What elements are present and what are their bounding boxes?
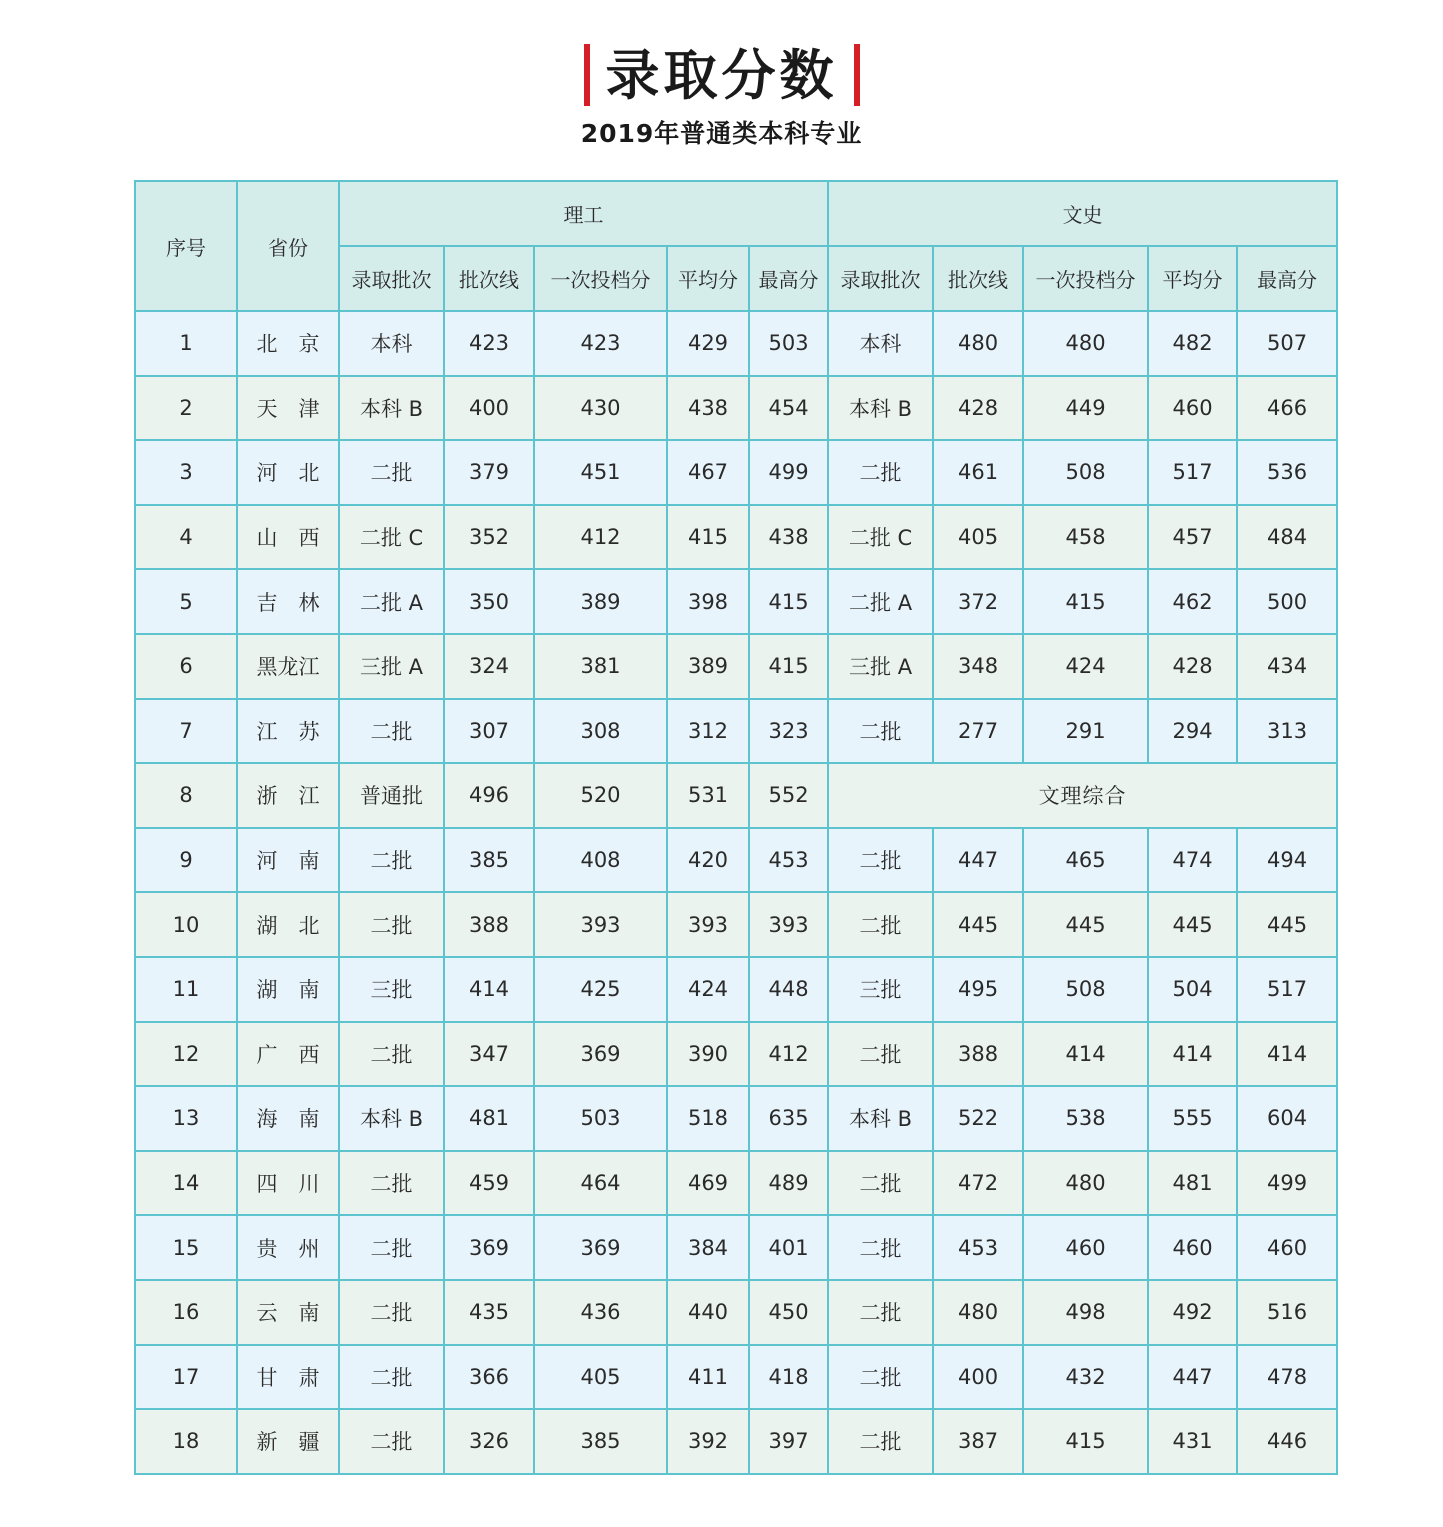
cell-sci-average: 390 — [667, 1022, 749, 1087]
cell-arts-max: 516 — [1237, 1280, 1337, 1345]
cell-index: 4 — [135, 505, 237, 570]
cell-arts-batch-line: 461 — [933, 440, 1023, 505]
cell-sci-first-score: 385 — [534, 1409, 667, 1474]
cell-arts-batch: 二批 — [828, 1345, 933, 1410]
cell-sci-batch-line: 459 — [444, 1151, 534, 1216]
cell-sci-batch-line: 347 — [444, 1022, 534, 1087]
cell-arts-first-score: 458 — [1023, 505, 1148, 570]
cell-sci-max: 489 — [749, 1151, 828, 1216]
cell-arts-average: 555 — [1148, 1086, 1237, 1151]
header-sci-batch-line: 批次线 — [444, 246, 534, 311]
table-row — [135, 699, 1337, 764]
title-row — [584, 40, 860, 110]
cell-sci-first-score: 436 — [534, 1280, 667, 1345]
cell-sci-average: 440 — [667, 1280, 749, 1345]
cell-province: 浙 江 — [237, 763, 339, 828]
cell-sci-max: 438 — [749, 505, 828, 570]
cell-sci-first-score: 308 — [534, 699, 667, 764]
cell-arts-batch: 本科 — [828, 311, 933, 376]
header-sci-average: 平均分 — [667, 246, 749, 311]
cell-arts-average: 481 — [1148, 1151, 1237, 1216]
cell-arts-average: 460 — [1148, 1215, 1237, 1280]
cell-arts-max: 445 — [1237, 892, 1337, 957]
cell-index: 14 — [135, 1151, 237, 1216]
cell-arts-batch-line: 480 — [933, 311, 1023, 376]
table-row — [135, 1215, 1337, 1280]
cell-sci-batch-line: 385 — [444, 828, 534, 893]
cell-arts-max: 446 — [1237, 1409, 1337, 1474]
cell-arts-average: 460 — [1148, 376, 1237, 441]
cell-arts-first-score: 291 — [1023, 699, 1148, 764]
cell-arts-average: 414 — [1148, 1022, 1237, 1087]
cell-arts-first-score: 460 — [1023, 1215, 1148, 1280]
cell-arts-batch: 二批 — [828, 440, 933, 505]
header-row-group — [135, 181, 1337, 246]
cell-sci-batch: 二批 C — [339, 505, 444, 570]
cell-sci-batch: 二批 — [339, 699, 444, 764]
cell-sci-average: 518 — [667, 1086, 749, 1151]
cell-province: 江 苏 — [237, 699, 339, 764]
cell-sci-average: 389 — [667, 634, 749, 699]
cell-arts-max: 517 — [1237, 957, 1337, 1022]
cell-sci-average: 392 — [667, 1409, 749, 1474]
cell-sci-average: 438 — [667, 376, 749, 441]
cell-province: 甘 肃 — [237, 1345, 339, 1410]
cell-sci-batch: 二批 — [339, 1345, 444, 1410]
cell-arts-batch-line: 453 — [933, 1215, 1023, 1280]
cell-sci-batch-line: 379 — [444, 440, 534, 505]
cell-sci-batch-line: 350 — [444, 569, 534, 634]
cell-sci-batch-line: 366 — [444, 1345, 534, 1410]
cell-province: 河 北 — [237, 440, 339, 505]
cell-arts-batch: 本科 B — [828, 1086, 933, 1151]
cell-arts-max: 494 — [1237, 828, 1337, 893]
cell-sci-batch-line: 326 — [444, 1409, 534, 1474]
header-sci-first-score: 一次投档分 — [534, 246, 667, 311]
table-row — [135, 1151, 1337, 1216]
cell-arts-max: 536 — [1237, 440, 1337, 505]
header-index: 序号 — [135, 181, 237, 311]
cell-sci-average: 429 — [667, 311, 749, 376]
cell-sci-average: 467 — [667, 440, 749, 505]
cell-arts-first-score: 445 — [1023, 892, 1148, 957]
cell-arts-average: 431 — [1148, 1409, 1237, 1474]
cell-arts-batch: 三批 — [828, 957, 933, 1022]
table-row — [135, 440, 1337, 505]
table-row — [135, 828, 1337, 893]
cell-province: 广 西 — [237, 1022, 339, 1087]
cell-arts-average: 457 — [1148, 505, 1237, 570]
cell-sci-first-score: 381 — [534, 634, 667, 699]
cell-index: 9 — [135, 828, 237, 893]
header-sci-batch: 录取批次 — [339, 246, 444, 311]
cell-arts-batch-line: 277 — [933, 699, 1023, 764]
cell-sci-batch: 本科 — [339, 311, 444, 376]
cell-arts-batch-line: 445 — [933, 892, 1023, 957]
cell-province: 湖 南 — [237, 957, 339, 1022]
cell-arts-batch-line: 447 — [933, 828, 1023, 893]
cell-sci-max: 393 — [749, 892, 828, 957]
cell-arts-average: 492 — [1148, 1280, 1237, 1345]
cell-sci-first-score: 369 — [534, 1022, 667, 1087]
cell-sci-batch: 二批 A — [339, 569, 444, 634]
cell-arts-first-score: 424 — [1023, 634, 1148, 699]
header-group-science: 理工 — [339, 181, 828, 246]
cell-index: 8 — [135, 763, 237, 828]
header-arts-batch-line: 批次线 — [933, 246, 1023, 311]
cell-sci-batch: 三批 A — [339, 634, 444, 699]
cell-sci-max: 635 — [749, 1086, 828, 1151]
cell-arts-max: 499 — [1237, 1151, 1337, 1216]
table-row — [135, 1022, 1337, 1087]
table-row — [135, 1086, 1337, 1151]
cell-province: 吉 林 — [237, 569, 339, 634]
cell-sci-batch-line: 307 — [444, 699, 534, 764]
cell-arts-max: 478 — [1237, 1345, 1337, 1410]
cell-sci-batch-line: 324 — [444, 634, 534, 699]
cell-arts-average: 504 — [1148, 957, 1237, 1022]
cell-arts-first-score: 415 — [1023, 1409, 1148, 1474]
cell-arts-batch: 三批 A — [828, 634, 933, 699]
table-row — [135, 892, 1337, 957]
cell-sci-first-score: 520 — [534, 763, 667, 828]
cell-sci-average: 384 — [667, 1215, 749, 1280]
scores-table — [134, 180, 1338, 1475]
cell-arts-first-score: 498 — [1023, 1280, 1148, 1345]
cell-sci-batch: 二批 — [339, 828, 444, 893]
cell-arts-batch-line: 495 — [933, 957, 1023, 1022]
cell-sci-first-score: 423 — [534, 311, 667, 376]
cell-province: 新 疆 — [237, 1409, 339, 1474]
table-row — [135, 376, 1337, 441]
table-row — [135, 1345, 1337, 1410]
cell-arts-batch: 二批 — [828, 1215, 933, 1280]
cell-sci-batch-line: 388 — [444, 892, 534, 957]
cell-arts-max: 414 — [1237, 1022, 1337, 1087]
cell-arts-batch-line: 405 — [933, 505, 1023, 570]
cell-arts-max: 434 — [1237, 634, 1337, 699]
cell-province: 云 南 — [237, 1280, 339, 1345]
cell-arts-first-score: 415 — [1023, 569, 1148, 634]
cell-arts-first-score: 414 — [1023, 1022, 1148, 1087]
cell-arts-first-score: 508 — [1023, 957, 1148, 1022]
cell-arts-average: 428 — [1148, 634, 1237, 699]
cell-sci-max: 448 — [749, 957, 828, 1022]
cell-sci-max: 412 — [749, 1022, 828, 1087]
cell-arts-batch: 二批 — [828, 1151, 933, 1216]
cell-sci-max: 453 — [749, 828, 828, 893]
cell-index: 10 — [135, 892, 237, 957]
cell-sci-average: 393 — [667, 892, 749, 957]
cell-arts-average: 474 — [1148, 828, 1237, 893]
page-title: 录取分数 — [605, 43, 838, 107]
cell-sci-batch: 本科 B — [339, 1086, 444, 1151]
cell-arts-average: 445 — [1148, 892, 1237, 957]
cell-arts-first-score: 538 — [1023, 1086, 1148, 1151]
cell-sci-batch-line: 400 — [444, 376, 534, 441]
cell-sci-average: 531 — [667, 763, 749, 828]
cell-province: 贵 州 — [237, 1215, 339, 1280]
header-sci-max: 最高分 — [749, 246, 828, 311]
cell-sci-batch: 二批 — [339, 1280, 444, 1345]
cell-arts-first-score: 465 — [1023, 828, 1148, 893]
cell-arts-average: 462 — [1148, 569, 1237, 634]
cell-arts-batch: 二批 — [828, 892, 933, 957]
cell-index: 18 — [135, 1409, 237, 1474]
cell-arts-average: 294 — [1148, 699, 1237, 764]
cell-sci-first-score: 389 — [534, 569, 667, 634]
cell-index: 6 — [135, 634, 237, 699]
cell-sci-first-score: 408 — [534, 828, 667, 893]
cell-sci-batch: 本科 B — [339, 376, 444, 441]
cell-arts-batch: 二批 A — [828, 569, 933, 634]
table-row — [135, 311, 1337, 376]
cell-index: 16 — [135, 1280, 237, 1345]
title-block — [0, 40, 1443, 150]
cell-sci-average: 469 — [667, 1151, 749, 1216]
cell-province: 河 南 — [237, 828, 339, 893]
cell-sci-batch: 二批 — [339, 440, 444, 505]
cell-sci-batch-line: 423 — [444, 311, 534, 376]
cell-sci-average: 415 — [667, 505, 749, 570]
cell-sci-batch: 三批 — [339, 957, 444, 1022]
cell-arts-batch: 二批 — [828, 1022, 933, 1087]
cell-arts-batch-line: 348 — [933, 634, 1023, 699]
cell-arts-batch-line: 428 — [933, 376, 1023, 441]
cell-index: 5 — [135, 569, 237, 634]
table-row — [135, 505, 1337, 570]
cell-sci-first-score: 503 — [534, 1086, 667, 1151]
cell-province: 山 西 — [237, 505, 339, 570]
cell-arts-max: 484 — [1237, 505, 1337, 570]
cell-province: 四 川 — [237, 1151, 339, 1216]
cell-sci-average: 312 — [667, 699, 749, 764]
cell-sci-first-score: 430 — [534, 376, 667, 441]
cell-sci-average: 420 — [667, 828, 749, 893]
cell-arts-first-score: 480 — [1023, 311, 1148, 376]
cell-sci-max: 503 — [749, 311, 828, 376]
header-arts-first-score: 一次投档分 — [1023, 246, 1148, 311]
cell-sci-max: 418 — [749, 1345, 828, 1410]
cell-arts-max: 313 — [1237, 699, 1337, 764]
cell-sci-first-score: 451 — [534, 440, 667, 505]
cell-arts-average: 447 — [1148, 1345, 1237, 1410]
cell-index: 17 — [135, 1345, 237, 1410]
cell-arts-batch: 二批 — [828, 1280, 933, 1345]
cell-arts-batch-line: 387 — [933, 1409, 1023, 1474]
cell-arts-batch-line: 472 — [933, 1151, 1023, 1216]
cell-sci-batch: 普通批 — [339, 763, 444, 828]
cell-index: 15 — [135, 1215, 237, 1280]
cell-index: 2 — [135, 376, 237, 441]
cell-province: 北 京 — [237, 311, 339, 376]
cell-sci-batch: 二批 — [339, 1151, 444, 1216]
cell-arts-batch: 二批 — [828, 699, 933, 764]
cell-arts-batch-line: 480 — [933, 1280, 1023, 1345]
cell-province: 黑龙江 — [237, 634, 339, 699]
cell-index: 11 — [135, 957, 237, 1022]
cell-sci-average: 411 — [667, 1345, 749, 1410]
header-province: 省份 — [237, 181, 339, 311]
cell-sci-max: 397 — [749, 1409, 828, 1474]
cell-sci-first-score: 405 — [534, 1345, 667, 1410]
cell-province: 天 津 — [237, 376, 339, 441]
cell-arts-average: 482 — [1148, 311, 1237, 376]
cell-arts-max: 460 — [1237, 1215, 1337, 1280]
cell-arts-max: 604 — [1237, 1086, 1337, 1151]
cell-sci-max: 454 — [749, 376, 828, 441]
cell-arts-first-score: 508 — [1023, 440, 1148, 505]
header-arts-max: 最高分 — [1237, 246, 1337, 311]
cell-sci-max: 323 — [749, 699, 828, 764]
table-row — [135, 763, 1337, 828]
cell-sci-batch: 二批 — [339, 1022, 444, 1087]
cell-arts-batch: 二批 — [828, 828, 933, 893]
cell-sci-first-score: 393 — [534, 892, 667, 957]
cell-arts-max: 507 — [1237, 311, 1337, 376]
cell-arts-batch: 二批 C — [828, 505, 933, 570]
cell-arts-first-score: 449 — [1023, 376, 1148, 441]
cell-sci-max: 499 — [749, 440, 828, 505]
page-subtitle: 2019年普通类本科专业 — [580, 119, 863, 148]
header-group-arts: 文史 — [828, 181, 1337, 246]
cell-sci-average: 398 — [667, 569, 749, 634]
cell-sci-average: 424 — [667, 957, 749, 1022]
cell-arts-batch-line: 372 — [933, 569, 1023, 634]
cell-arts-average: 517 — [1148, 440, 1237, 505]
header-arts-batch: 录取批次 — [828, 246, 933, 311]
cell-sci-max: 415 — [749, 569, 828, 634]
table-row — [135, 634, 1337, 699]
table-row — [135, 1409, 1337, 1474]
cell-province: 湖 北 — [237, 892, 339, 957]
cell-arts-merged: 文理综合 — [828, 763, 1337, 828]
cell-sci-first-score: 412 — [534, 505, 667, 570]
cell-sci-max: 552 — [749, 763, 828, 828]
cell-arts-first-score: 480 — [1023, 1151, 1148, 1216]
cell-arts-batch: 二批 — [828, 1409, 933, 1474]
table-body — [135, 311, 1337, 1474]
cell-sci-batch-line: 481 — [444, 1086, 534, 1151]
table-row — [135, 569, 1337, 634]
cell-sci-batch-line: 435 — [444, 1280, 534, 1345]
cell-sci-max: 450 — [749, 1280, 828, 1345]
header-arts-average: 平均分 — [1148, 246, 1237, 311]
cell-sci-batch-line: 414 — [444, 957, 534, 1022]
cell-sci-batch: 二批 — [339, 892, 444, 957]
table-header — [135, 181, 1337, 311]
cell-arts-max: 500 — [1237, 569, 1337, 634]
cell-sci-batch: 二批 — [339, 1409, 444, 1474]
cell-arts-batch-line: 400 — [933, 1345, 1023, 1410]
cell-index: 3 — [135, 440, 237, 505]
cell-index: 1 — [135, 311, 237, 376]
table-row — [135, 1280, 1337, 1345]
cell-arts-max: 466 — [1237, 376, 1337, 441]
cell-arts-batch: 本科 B — [828, 376, 933, 441]
cell-sci-batch: 二批 — [339, 1215, 444, 1280]
cell-arts-first-score: 432 — [1023, 1345, 1148, 1410]
cell-index: 12 — [135, 1022, 237, 1087]
cell-province: 海 南 — [237, 1086, 339, 1151]
table-row — [135, 957, 1337, 1022]
cell-sci-batch-line: 496 — [444, 763, 534, 828]
cell-arts-batch-line: 388 — [933, 1022, 1023, 1087]
cell-sci-batch-line: 369 — [444, 1215, 534, 1280]
cell-index: 13 — [135, 1086, 237, 1151]
cell-sci-first-score: 425 — [534, 957, 667, 1022]
title-accent-bar-left — [584, 44, 590, 106]
cell-arts-batch-line: 522 — [933, 1086, 1023, 1151]
cell-sci-first-score: 369 — [534, 1215, 667, 1280]
cell-sci-max: 401 — [749, 1215, 828, 1280]
cell-index: 7 — [135, 699, 237, 764]
cell-sci-max: 415 — [749, 634, 828, 699]
cell-sci-first-score: 464 — [534, 1151, 667, 1216]
cell-sci-batch-line: 352 — [444, 505, 534, 570]
title-accent-bar-right — [854, 44, 860, 106]
